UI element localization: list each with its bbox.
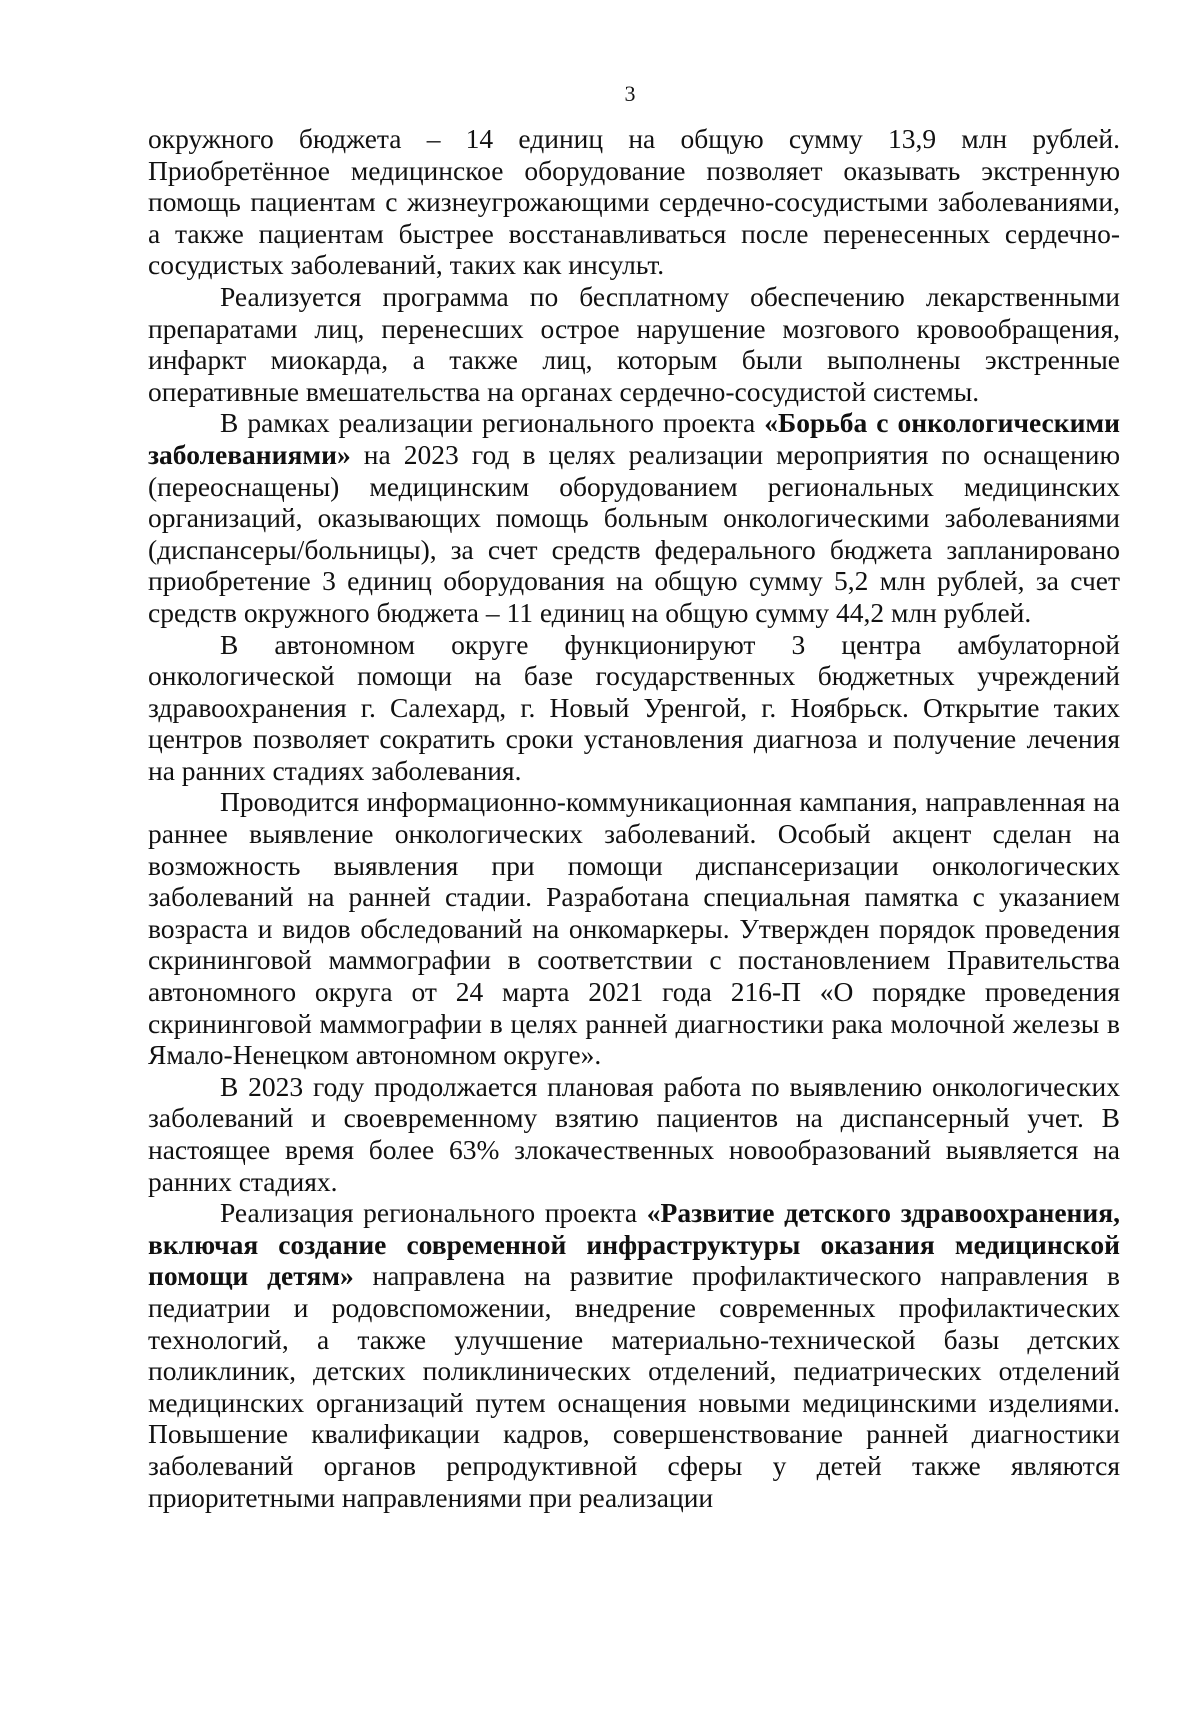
paragraph-2: [148, 281, 1120, 407]
paragraph-1: [148, 123, 1120, 281]
paragraph-5: [148, 786, 1120, 1070]
paragraph-4: [148, 629, 1120, 787]
paragraph-text: окружного бюджета – 14 единиц на общую сумму 13,9 млн рублей. Приобретённое медицинское оборудование позволяет оказывать экстренную помощь пациентам с жизнеугрожающими сердечно-сосудистыми заболеваниями, а также пациентам быстрее восстанавливаться после перенесенных сердечно-сосудистых заболеваний, таких как инсульт.: [148, 123, 1120, 281]
project-name-child-health: «Развитие детского здравоохранения, включая создание современной инфраструктуры оказания медицинской помощи детям»: [148, 1197, 1120, 1292]
paragraph-3: [148, 407, 1120, 628]
paragraph-text: Реализация регионального проекта: [220, 1197, 647, 1229]
paragraph-text: направлена на развитие профилактического направления в педиатрии и родовспоможении, внедрение современных профилактических технологий, а также улучшение материально-технической базы детских поликлиник, детских поликлинических отделений, педиатрических отделений медицинских организаций путем оснащения новыми медицинскими изделиями. Повышение квалификации кадров, совершенствование ранней диагностики заболеваний органов репродуктивной сферы у детей также являются приоритетными направлениями при реализации: [148, 1260, 1120, 1513]
paragraph-text: В рамках реализации регионального проекта: [220, 407, 765, 439]
paragraph-text: Реализуется программа по бесплатному обеспечению лекарственными препаратами лиц, перенесших острое нарушение мозгового кровообращения, инфаркт миокарда, а также лиц, которым были выполнены экстренные оперативные вмешательства на органах сердечно-сосудистой системы.: [148, 280, 1120, 407]
document-body: [148, 123, 1120, 1513]
paragraph-6: [148, 1071, 1120, 1197]
page-number: 3: [624, 81, 636, 106]
paragraph-7: [148, 1197, 1120, 1513]
project-name-oncology: «Борьба с онкологическими заболеваниями»: [148, 407, 1120, 470]
paragraph-text: В автономном округе функционируют 3 центра амбулаторной онкологической помощи на базе государственных бюджетных учреждений здравоохранения г. Салехард, г. Новый Уренгой, г. Ноябрьск. Открытие таких центров позволяет сократить сроки установления диагноза и получение лечения на ранних стадиях заболевания.: [148, 628, 1120, 786]
paragraph-text: на 2023 год в целях реализации мероприятия по оснащению (переоснащены) медицинским оборудованием региональных медицинских организаций, оказывающих помощь больным онкологическими заболеваниями (диспансеры/больницы), за счет средств федерального бюджета запланировано приобретение 3 единиц оборудования на общую сумму 5,2 млн рублей, за счет средств окружного бюджета – 11 единиц на общую сумму 44,2 млн рублей.: [148, 438, 1120, 628]
paragraph-text: Проводится информационно-коммуникационная кампания, направленная на раннее выявление онкологических заболеваний. Особый акцент сделан на возможность выявления при помощи диспансеризации онкологических заболеваний на ранней стадии. Разработана специальная памятка с указанием возраста и видов обследований на онкомаркеры. Утвержден порядок проведения скрининговой маммографии в соответствии с постановлением Правительства автономного округа от 24 марта 2021 года 216-П «О порядке проведения скрининговой маммографии в целях ранней диагностики рака молочной железы в Ямало-Ненецком автономном округе».: [148, 786, 1120, 1071]
paragraph-text: В 2023 году продолжается плановая работа по выявлению онкологических заболеваний и своевременному взятию пациентов на диспансерный учет. В настоящее время более 63% злокачественных новообразований выявляется на ранних стадиях.: [148, 1070, 1120, 1197]
